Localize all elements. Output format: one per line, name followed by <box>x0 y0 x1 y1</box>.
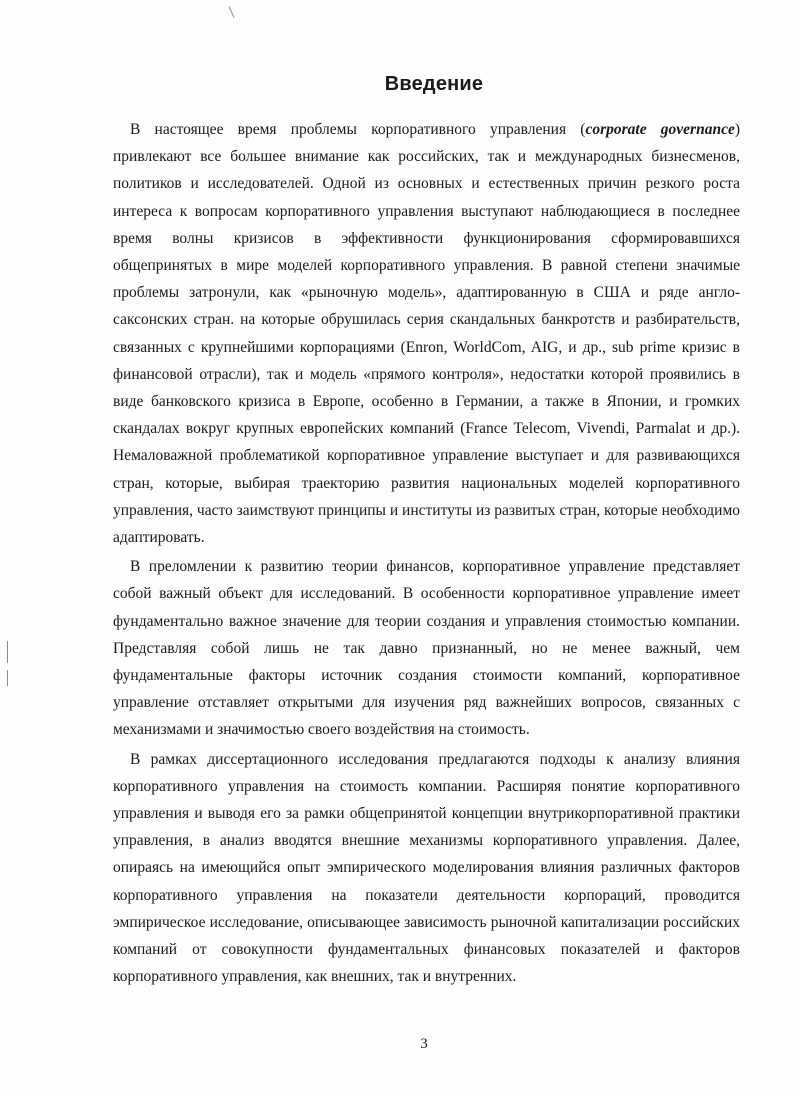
body-text <box>113 116 740 993</box>
paragraph-1 <box>113 116 740 551</box>
page-title: Введение <box>384 73 484 95</box>
page-number: 3 <box>420 1036 428 1052</box>
paragraph-1-lead: В настоящее время проблемы корпоративного управления ( <box>130 121 586 138</box>
paragraph-3: В рамках диссертационного исследования предлагаются подходы к анализу влияния корпоративного управления на стоимость компании. Расширяя понятие корпоративного управления и выводя его за рамки общепринятой концепции внутрикорпоративной практики управления, в анализ вводятся внешние механизмы корпоративного управления. Далее, опираясь на имеющийся опыт эмпирического моделирования влияния различных факторов корпоративного управления на показатели деятельности корпораций, проводится эмпирическое исследование, описывающее зависимость рыночной капитализации российских компаний от совокупности фундаментальных финансовых показателей и факторов корпоративного управления, как внешних, так и внутренних. <box>113 750 740 986</box>
paragraph-2: В преломлении к развитию теории финансов, корпоративное управление представляет собой важный объект для исследований. В особенности корпоративное управление имеет фундаментально важное значение для теории создания и управления стоимостью компании. Представляя собой лишь не так давно признанный, но не менее важный, чем фундаментальные факторы источник создания стоимости компаний, корпоративное управление отставляет открытыми для изучения ряд важнейших вопросов, связанных с механизмами и значимостью своего воздействия на стоимость. <box>113 558 740 739</box>
paragraph-1-rest: ) привлекают все большее внимание как российских, так и международных бизнесменов, политиков и исследователей. Одной из основных и естественных причин резкого роста интереса к вопросам корпоративного управления выступают наблюдающиеся в последнее время волны кризисов в эффективности функционирования сформировавшихся общепринятых в мире моделей корпоративного управления. В равной степени значимые проблемы затронули, как «рыночную модель», адаптированную в США и ряде англо-саксонских стран. на которые обрушилась серия скандальных банкротств и разбирательств, связанных с крупнейшими корпорациями (Enron, WorldCom, AIG, и др., sub prime кризис в финансовой отрасли), так и модель «прямого контроля», недостатки которой проявились в виде банковского кризиса в Европе, особенно в Германии, а также в Японии, и громких скандалах вокруг крупных европейских компаний (France Telecom, Vivendi, Parmalat и др.). Немаловажной проблематикой корпоративное управление выступает и для развивающихся стран, которые, выбирая траекторию развития национальных моделей корпоративного управления, часто заимствуют принципы и институты из развитых стран, которые необходимо адаптировать. <box>113 121 741 547</box>
scan-artifact-mark <box>229 6 235 17</box>
emphasis-term: corporate governance <box>585 121 735 138</box>
scan-artifact-mark <box>7 641 8 663</box>
scan-artifact-mark <box>7 670 8 686</box>
